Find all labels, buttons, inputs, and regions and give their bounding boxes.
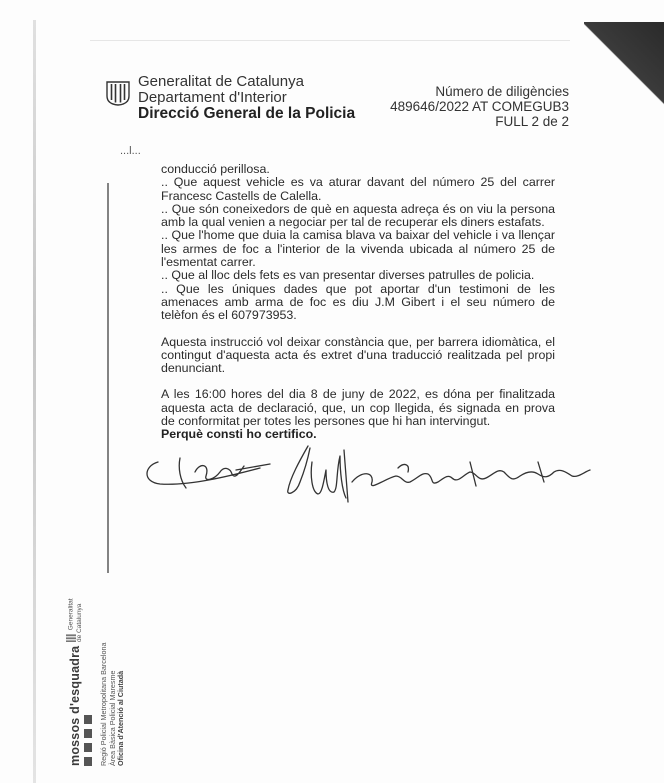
stamp-line-3: Oficina d'Atenció al Ciutadà (116, 670, 125, 766)
org-line-3: Direcció General de la Policia (138, 105, 356, 122)
stamp-generalitat (66, 598, 84, 642)
scan-edge (33, 20, 36, 783)
folio-number: FULL 2 de 2 (495, 114, 569, 129)
generalitat-logo-icon (104, 80, 132, 106)
org-line-1: Generalitat de Catalunya (138, 73, 304, 90)
stamp-gen-line-2: de Catalunya (76, 603, 83, 642)
body-paragraph: .. Que al lloc dels fets es van presentar diverses patrulles de policia. (161, 268, 535, 283)
flag-icon (66, 634, 76, 642)
closing-statement: Perquè consti ho certifico. (161, 427, 317, 442)
body-paragraph: .. Que aquest vehicle es va aturar davant del número 25 del carrer Francesc Castells de Calella. (161, 175, 555, 203)
body-paragraph: .. Que són coneixedors de què en aquesta adreça és on viu la persona amb la qual venien a negociar per tal de recuperar els diners estafats. (161, 201, 555, 230)
stamp-line-1: Regió Policial Metropolitana Barcelona (99, 642, 108, 766)
stamp-line-2: Àrea Bàsica Policial Maresme (107, 670, 117, 766)
document-body (161, 163, 555, 442)
top-rule (90, 40, 570, 41)
stamp-gen-line-1: Generalitat (67, 598, 75, 631)
diligence-label: Número de diligències (435, 84, 569, 99)
body-paragraph: .. Que les úniques dades que pot aportar d'un testimoni de les amenaces amb arma de foc es diu J.M Gibert i el seu número de telèfon és el 607973953. (161, 281, 555, 323)
body-paragraph: A les 16:00 hores del dia 8 de juny de 2022, es dóna per finalitzada aquesta acta de declaració, que, un cop llegida, és signada en prova de conformitat per totes les persones que hi han intervingut. (161, 387, 555, 429)
stamp-squares-icon (84, 715, 92, 766)
continuation-mark: ...l... (120, 145, 141, 157)
stamp-address (100, 643, 126, 766)
organization-block (138, 74, 355, 122)
police-stamp (62, 592, 132, 770)
signatures (140, 432, 600, 512)
margin-line (107, 183, 109, 573)
diligence-number: 489646/2022 AT COMEGUB3 (390, 99, 569, 114)
diligence-block (349, 84, 569, 129)
folded-corner (584, 22, 664, 122)
org-line-2: Departament d'Interior (138, 89, 287, 106)
stamp-brand: mossos d'esquadra (68, 645, 82, 766)
signature-3 (352, 470, 590, 486)
signature-1 (147, 458, 270, 488)
body-paragraph: conducció perillosa. (161, 162, 270, 176)
body-paragraph: .. Que l'home que duia la camisa blava va baixar del vehicle i va llençar les armes de foc a l'interior de la vivenda ubicada al número 25 de l'esmentat carrer. (161, 228, 555, 270)
signature-2 (288, 446, 348, 502)
body-paragraph: Aquesta instrucció vol deixar constància que, per barrera idiomàtica, el contingut d'aquesta acta és extret d'una traducció realitzada pel propi denunciant. (161, 334, 555, 376)
